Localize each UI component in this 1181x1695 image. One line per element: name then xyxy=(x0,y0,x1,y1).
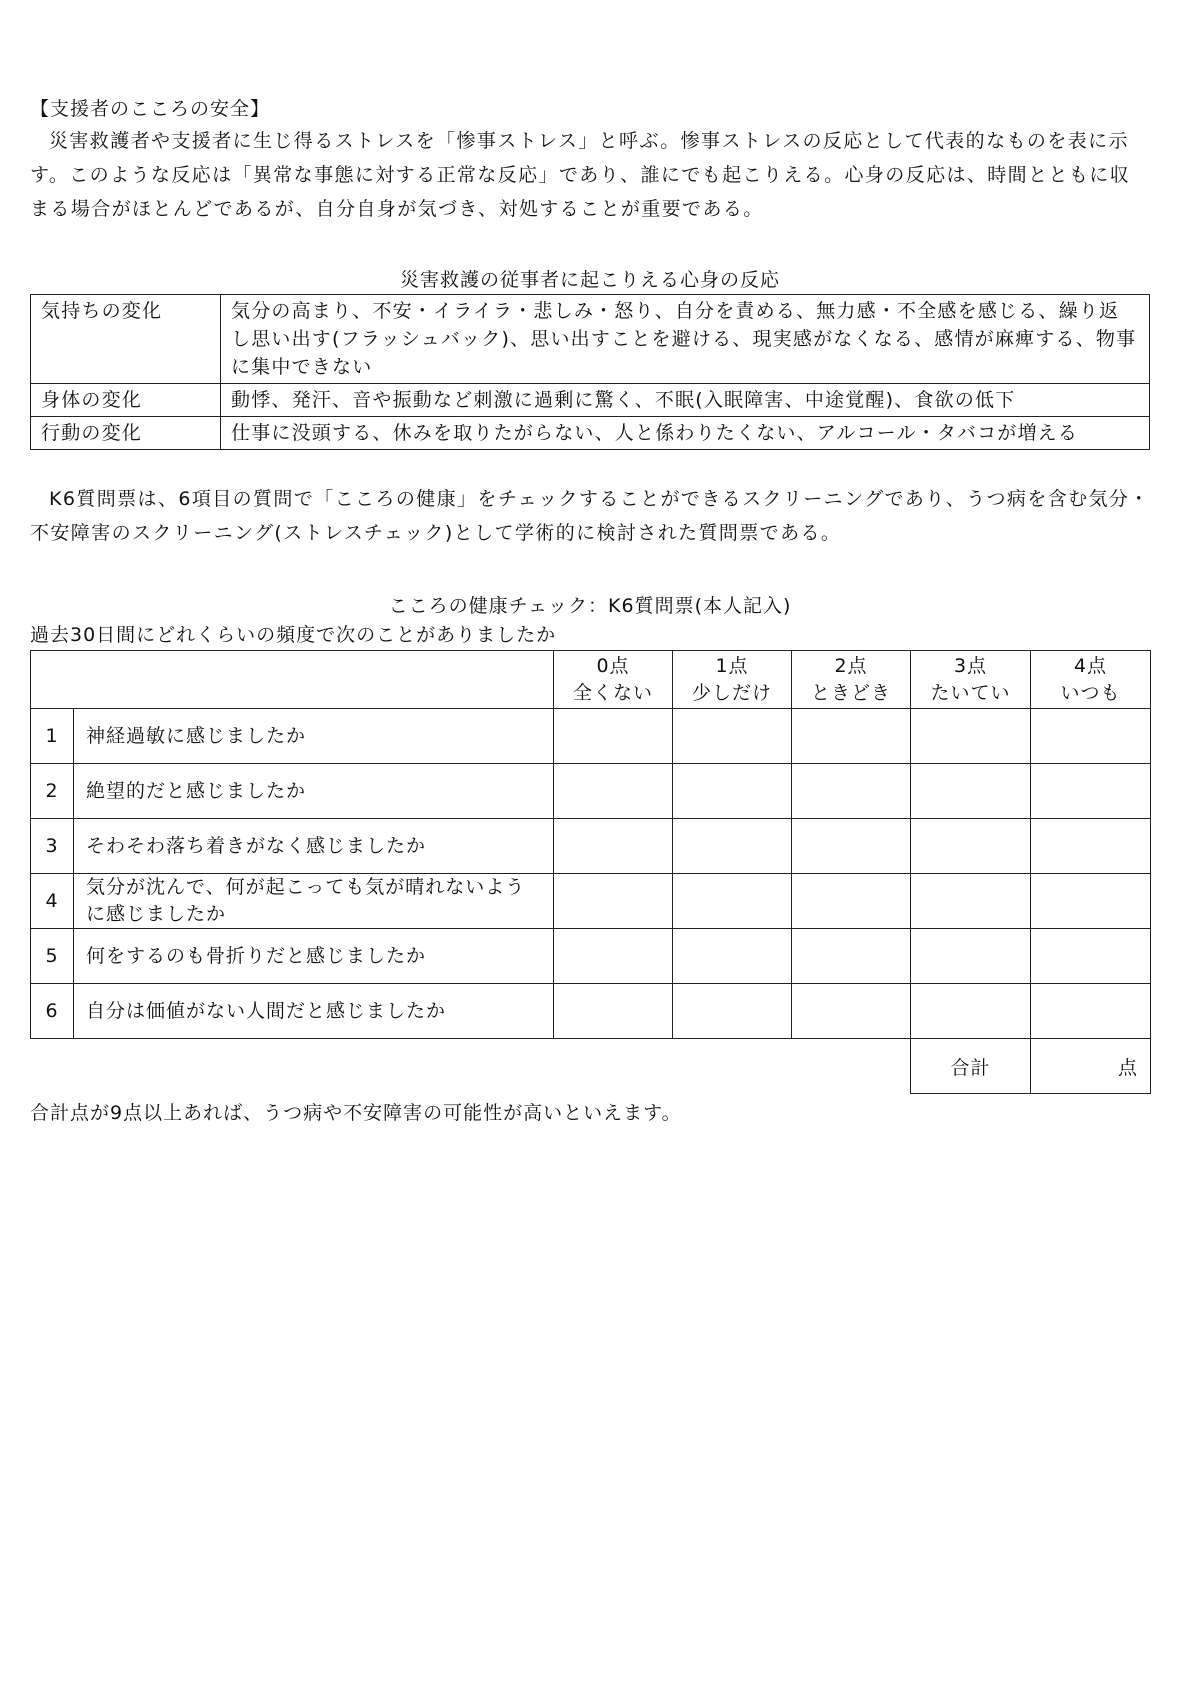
total-row-spacer xyxy=(31,1039,911,1094)
answer-cell-4[interactable] xyxy=(1031,984,1151,1039)
answer-cell-3[interactable] xyxy=(911,764,1031,819)
scale-label: いつも xyxy=(1060,681,1121,704)
answer-cell-1[interactable] xyxy=(673,819,792,874)
reaction-table-title: 災害救護の従事者に起こりえる心身の反応 xyxy=(399,269,780,291)
answer-cell-2[interactable] xyxy=(792,709,911,764)
reaction-text: 仕事に没頭する、休みを取りたがらない、人と係わりたくない、アルコール・タバコが増える xyxy=(221,417,1150,450)
question-row xyxy=(31,709,1151,764)
reaction-text: 動悸、発汗、音や振動など刺激に過剰に驚く、不眠(入眠障害、中途覚醒)、食欲の低下 xyxy=(221,384,1150,417)
question-number: 2 xyxy=(31,764,74,819)
question-text: 自分は価値がない人間だと感じましたか xyxy=(74,984,554,1039)
question-row xyxy=(31,764,1151,819)
answer-cell-2[interactable] xyxy=(792,984,911,1039)
answer-cell-3[interactable] xyxy=(911,984,1031,1039)
scale-header xyxy=(554,651,673,709)
question-text: 何をするのも骨折りだと感じましたか xyxy=(74,929,554,984)
reaction-row xyxy=(31,295,1150,384)
scale-points: 1点 xyxy=(715,654,749,677)
answer-cell-1[interactable] xyxy=(673,984,792,1039)
scale-points: 3点 xyxy=(953,654,988,677)
answer-cell-1[interactable] xyxy=(673,709,792,764)
question-number: 4 xyxy=(31,874,74,929)
answer-cell-1[interactable] xyxy=(673,764,792,819)
reaction-text: 気分の高まり、不安・イライラ・悲しみ・怒り、自分を責める、無力感・不全感を感じる、繰り返し思い出す(フラッシュバック)、思い出すことを避ける、現実感がなくなる、感情が麻痺する、物事に集中できない xyxy=(221,295,1150,384)
question-text: そわそわ落ち着きがなく感じましたか xyxy=(74,819,554,874)
scale-points: 4点 xyxy=(1073,654,1108,677)
answer-cell-1[interactable] xyxy=(673,929,792,984)
answer-cell-3[interactable] xyxy=(911,709,1031,764)
scale-label: 全くない xyxy=(572,681,653,704)
question-text: 絶望的だと感じましたか xyxy=(74,764,554,819)
reaction-table xyxy=(30,294,1150,450)
answer-cell-4[interactable] xyxy=(1031,709,1151,764)
scale-label: ときどき xyxy=(810,681,891,704)
question-text: 神経過敏に感じましたか xyxy=(74,709,554,764)
answer-cell-2[interactable] xyxy=(792,764,911,819)
section-heading: 【支援者のこころの安全】 xyxy=(30,98,271,120)
question-row xyxy=(31,819,1151,874)
answer-cell-4[interactable] xyxy=(1031,929,1151,984)
k6-prompt: 過去30日間にどれくらいの頻度で次のことがありましたか xyxy=(30,624,557,646)
answer-cell-0[interactable] xyxy=(554,764,673,819)
answer-cell-2[interactable] xyxy=(792,874,911,929)
scale-header xyxy=(673,651,792,709)
k6-header-row xyxy=(31,651,1151,709)
total-row xyxy=(31,1039,1151,1094)
scale-points: 0点 xyxy=(596,654,630,677)
question-row xyxy=(31,874,1151,929)
k6-title: こころの健康チェック：K6質問票(本人記入) xyxy=(388,595,792,617)
k6-intro-paragraph: K6質問票は、6項目の質問で「こころの健康」をチェックすることができるスクリーニングであり、うつ病を含む気分・不安障害のスクリーニング(ストレスチェック)として学術的に検討された質問票である。 xyxy=(30,488,1150,544)
question-number: 3 xyxy=(31,819,74,874)
document-page xyxy=(30,94,1150,1128)
question-number: 5 xyxy=(31,929,74,984)
answer-cell-2[interactable] xyxy=(792,929,911,984)
reaction-category: 身体の変化 xyxy=(31,384,221,417)
k6-header-blank xyxy=(31,651,554,709)
total-score-field[interactable] xyxy=(1031,1039,1151,1094)
scale-header xyxy=(792,651,911,709)
answer-cell-1[interactable] xyxy=(673,874,792,929)
answer-cell-0[interactable] xyxy=(554,709,673,764)
scale-label: 少しだけ xyxy=(691,681,772,704)
total-label: 合計 xyxy=(911,1039,1031,1094)
intro-paragraph: 災害救護者や支援者に生じ得るストレスを「惨事ストレス」と呼ぶ。惨事ストレスの反応として代表的なものを表に示す。このような反応は「異常な事態に対する正常な反応」であり、誰にでも起こりえる。心身の反応は、時間とともに収まる場合がほとんどであるが、自分自身が気づき、対処することが重要である。 xyxy=(30,130,1131,220)
k6-table xyxy=(30,650,1151,1094)
answer-cell-4[interactable] xyxy=(1031,874,1151,929)
answer-cell-0[interactable] xyxy=(554,874,673,929)
answer-cell-4[interactable] xyxy=(1031,819,1151,874)
total-unit: 点 xyxy=(1117,1056,1138,1079)
answer-cell-0[interactable] xyxy=(554,984,673,1039)
question-row xyxy=(31,984,1151,1039)
answer-cell-0[interactable] xyxy=(554,929,673,984)
question-number: 6 xyxy=(31,984,74,1039)
reaction-category: 気持ちの変化 xyxy=(31,295,221,384)
reaction-row xyxy=(31,417,1150,450)
question-text: 気分が沈んで、何が起こっても気が晴れないように感じましたか xyxy=(74,874,554,929)
scale-header xyxy=(911,651,1031,709)
scale-header xyxy=(1031,651,1151,709)
answer-cell-3[interactable] xyxy=(911,929,1031,984)
score-note: 合計点が9点以上あれば、うつ病や不安障害の可能性が高いといえます。 xyxy=(30,1102,682,1124)
question-number: 1 xyxy=(31,709,74,764)
answer-cell-0[interactable] xyxy=(554,819,673,874)
answer-cell-3[interactable] xyxy=(911,819,1031,874)
reaction-row xyxy=(31,384,1150,417)
answer-cell-4[interactable] xyxy=(1031,764,1151,819)
scale-label: たいてい xyxy=(930,681,1011,704)
reaction-category: 行動の変化 xyxy=(31,417,221,450)
scale-points: 2点 xyxy=(834,654,868,677)
answer-cell-2[interactable] xyxy=(792,819,911,874)
question-row xyxy=(31,929,1151,984)
answer-cell-3[interactable] xyxy=(911,874,1031,929)
